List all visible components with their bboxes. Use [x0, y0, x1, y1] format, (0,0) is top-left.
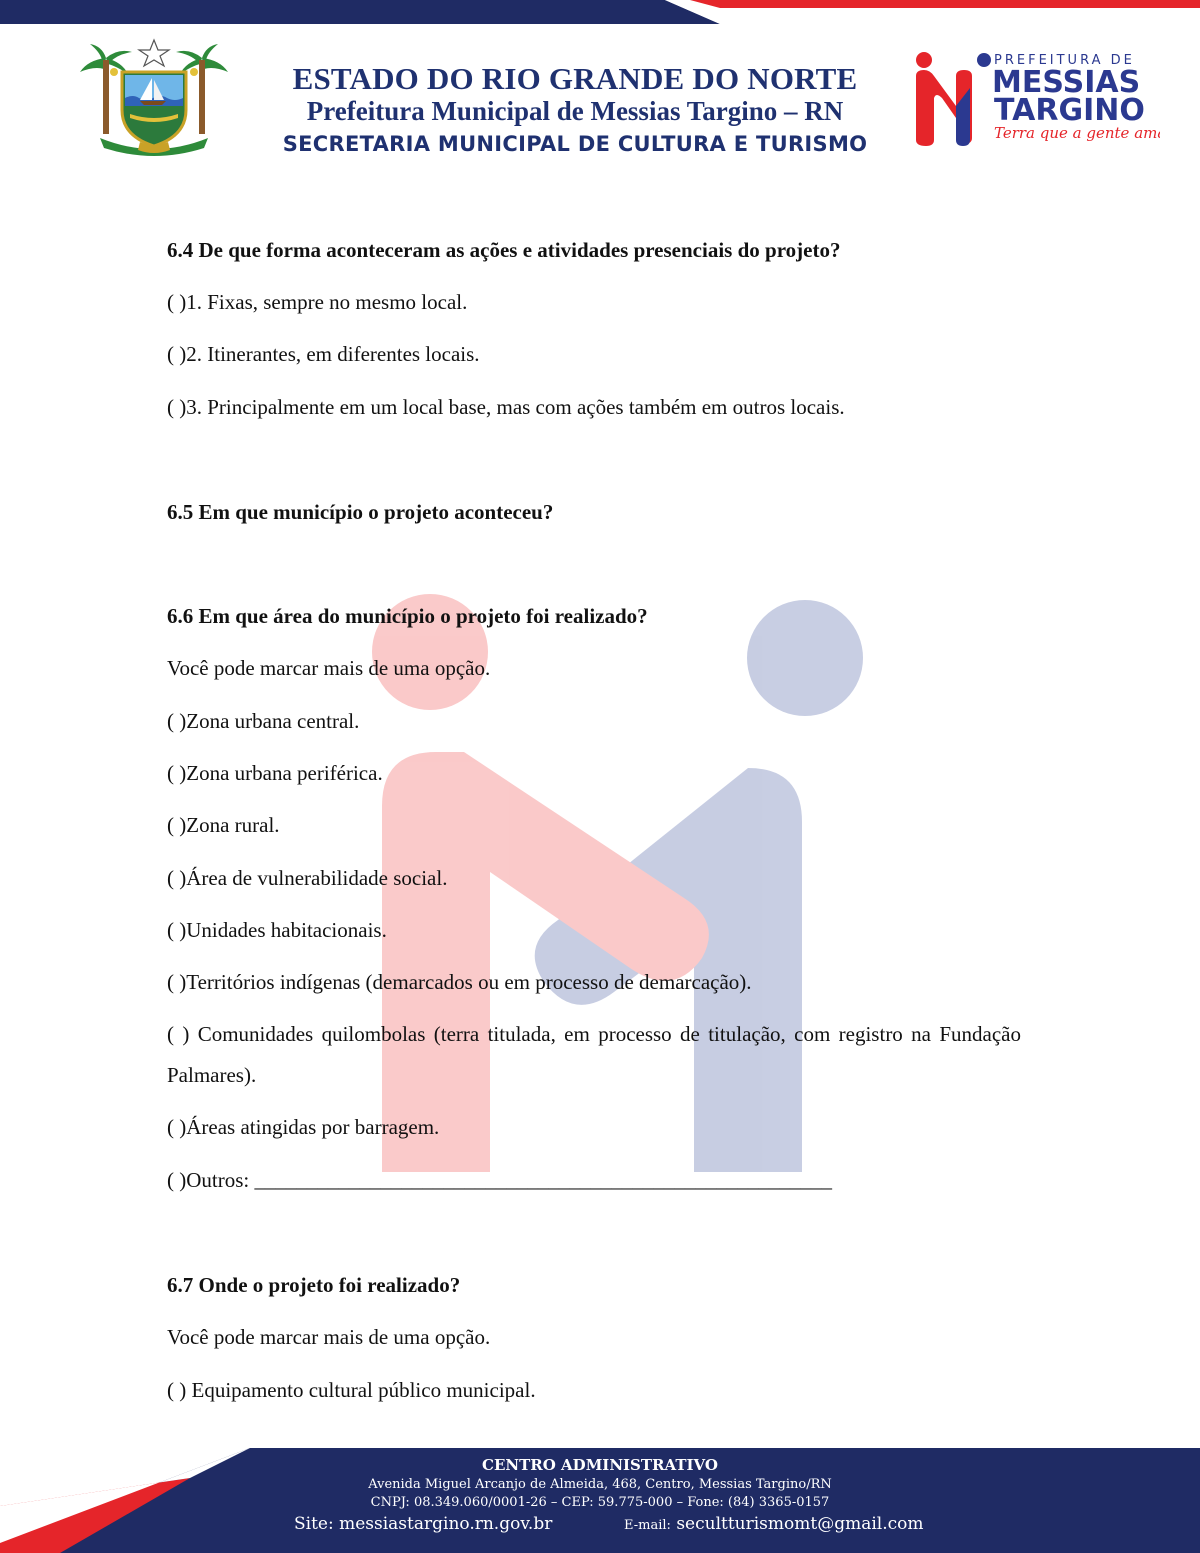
footer-site-link[interactable]: Site: messiastargino.rn.gov.br: [294, 1514, 553, 1534]
question-6-7: 6.7 Onde o projeto foi realizado?: [167, 1273, 461, 1297]
option-6-6-2[interactable]: ( )Zona urbana periférica.: [167, 761, 383, 785]
footer-email-label: E-mail:: [624, 1518, 671, 1533]
question-6-5: 6.5 Em que município o projeto aconteceu?: [167, 500, 554, 524]
option-6-4-1[interactable]: ( )1. Fixas, sempre no mesmo local.: [167, 290, 468, 314]
department-name: SECRETARIA MUNICIPAL DE CULTURA E TURISMO: [282, 132, 868, 156]
footer-title: CENTRO ADMINISTRATIVO: [482, 1456, 718, 1474]
option-6-4-3[interactable]: ( )3. Principalmente em um local base, mas com ações também em outros locais.: [167, 395, 845, 419]
top-decorative-band: [0, 0, 1200, 24]
question-6-4: 6.4 De que forma aconteceram as ações e atividades presenciais do projeto?: [167, 238, 841, 262]
footer-email-address[interactable]: secultturismomt@gmail.com: [676, 1514, 924, 1534]
state-name: ESTADO DO RIO GRANDE DO NORTE: [292, 61, 858, 96]
option-6-6-1[interactable]: ( )Zona urbana central.: [167, 709, 360, 733]
municipality-name: Prefeitura Municipal de Messias Targino – RN: [306, 96, 844, 126]
option-6-6-4[interactable]: ( )Área de vulnerabilidade social.: [167, 866, 448, 890]
page-footer: [0, 1448, 1200, 1553]
footer-ids: CNPJ: 08.349.060/0001-26 – CEP: 59.775-000 – Fone: (84) 3365-0157: [370, 1495, 830, 1510]
option-6-6-9[interactable]: ( )Outros: _______________________________________________________: [167, 1168, 832, 1192]
logo-slogan-text: Terra que a gente ama!: [994, 124, 1160, 142]
option-6-4-2[interactable]: ( )2. Itinerantes, em diferentes locais.: [167, 342, 480, 366]
messias-targino-logo: [910, 48, 1160, 148]
footer-email[interactable]: [624, 1514, 924, 1534]
note-6-6: Você pode marcar mais de uma opção.: [167, 656, 491, 680]
option-6-6-3[interactable]: ( )Zona rural.: [167, 813, 280, 837]
state-coat-of-arms-icon: [78, 38, 230, 158]
option-6-6-6[interactable]: ( )Territórios indígenas (demarcados ou em processo de demarcação).: [167, 970, 752, 994]
footer-address: Avenida Miguel Arcanjo de Almeida, 468, Centro, Messias Targino/RN: [368, 1477, 832, 1492]
option-6-6-8[interactable]: ( )Áreas atingidas por barragem.: [167, 1115, 440, 1139]
letterhead-title: [240, 62, 910, 161]
note-6-7: Você pode marcar mais de uma opção.: [167, 1325, 491, 1349]
logo-prefeitura-text: PREFEITURA DE: [994, 53, 1135, 68]
option-6-6-7[interactable]: ( ) Comunidades quilombolas (terra titulada, em processo de titulação, com registro na Fundação Palmares).: [167, 1022, 1021, 1087]
question-6-6: 6.6 Em que área do município o projeto foi realizado?: [167, 604, 648, 628]
option-6-6-5[interactable]: ( )Unidades habitacionais.: [167, 918, 387, 942]
logo-targino-text: TARGINO: [994, 93, 1145, 128]
option-6-7-1[interactable]: ( ) Equipamento cultural público municipal.: [167, 1378, 536, 1402]
logo-messias-text: MESSIAS: [992, 65, 1141, 100]
